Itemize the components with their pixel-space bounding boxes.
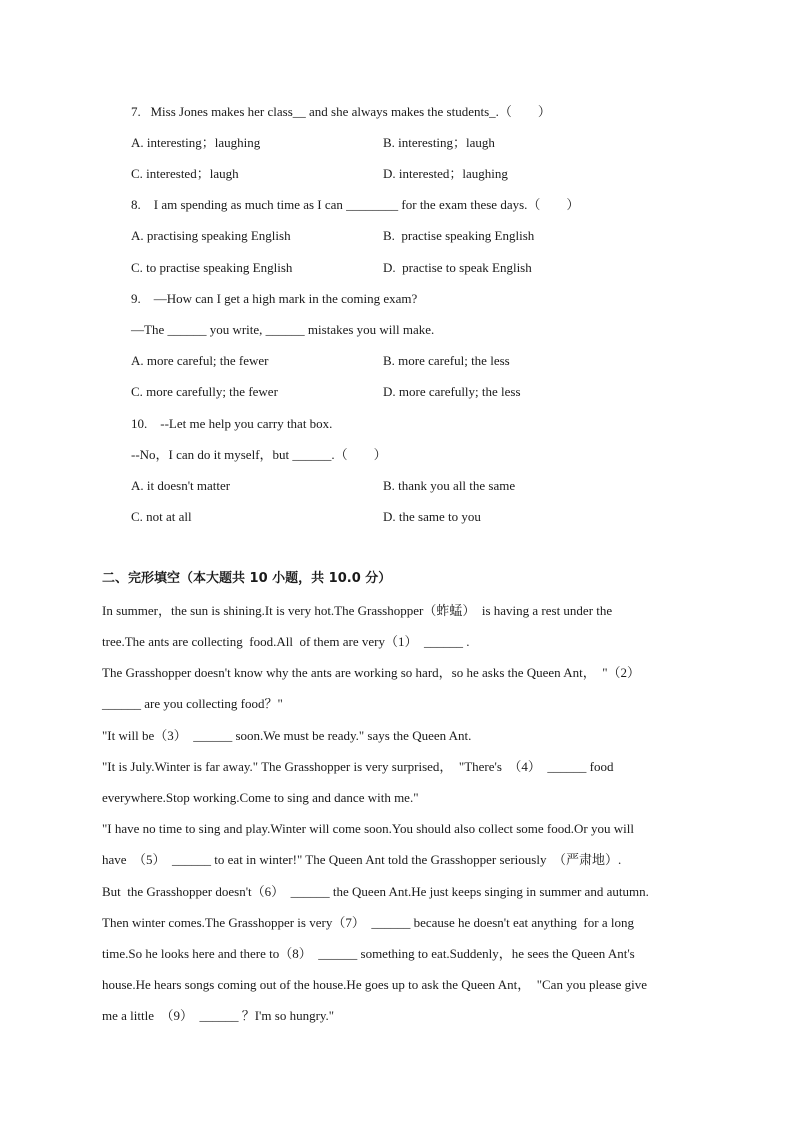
question-8-stem: 8. I am spending as much time as I can ________ for the exam these days.（ ）: [131, 197, 580, 212]
cloze-line-8: "I have no time to sing and play.Winter will come soon.You should also collect some food.Or you will: [102, 821, 634, 836]
question-10-stem-line2: --No，I can do it myself，but ______.（ ）: [131, 447, 387, 462]
q9-option-b: B. more careful; the less: [383, 353, 510, 368]
q7-option-b: B. interesting；laugh: [383, 135, 495, 150]
cloze-line-5: "It will be（3） ______ soon.We must be ready." says the Queen Ant.: [102, 728, 472, 743]
q10-option-a: A. it doesn't matter: [131, 478, 231, 493]
cloze-line-2: tree.The ants are collecting food.All of them are very（1） ______ .: [102, 634, 470, 649]
question-9-stem: 9. —How can I get a high mark in the coming exam?: [131, 291, 418, 306]
cloze-line-13: house.He hears songs coming out of the house.He goes up to ask the Queen Ant， "Can you please give: [102, 977, 648, 992]
q10-option-b: B. thank you all the same: [383, 478, 516, 493]
cloze-line-11: Then winter comes.The Grasshopper is very（7） ______ because he doesn't eat anything for a long: [102, 915, 634, 930]
q10-option-d: D. the same to you: [383, 509, 481, 524]
cloze-line-14: me a little （9） ______ ？I'm so hungry.": [102, 1008, 335, 1023]
section-2-heading: 二、完形填空（本大题共 10 小题，共 10.0 分）: [102, 571, 392, 586]
cloze-line-9: have （5） ______ to eat in winter!" The Queen Ant told the Grasshopper seriously （严肃地）.: [102, 852, 622, 867]
question-7-stem: 7. Miss Jones makes her class__ and she always makes the students_.（ ）: [131, 104, 551, 119]
cloze-line-6: "It is July.Winter is far away." The Grasshopper is very surprised， "There's （4） ______ food: [102, 759, 614, 774]
cloze-line-3: The Grasshopper doesn't know why the ants are working so hard，so he asks the Queen Ant， "（2）: [102, 665, 641, 680]
cloze-line-4: ______ are you collecting food？": [102, 696, 283, 711]
q10-option-c: C. not at all: [131, 509, 192, 524]
q8-option-c: C. to practise speaking English: [131, 260, 293, 275]
q7-option-d: D. interested；laughing: [383, 166, 508, 181]
question-10-stem: 10. --Let me help you carry that box.: [131, 416, 333, 431]
cloze-line-12: time.So he looks here and there to（8） ______ something to eat.Suddenly，he sees the Queen Ant's: [102, 946, 635, 961]
q8-option-b: B. practise speaking English: [383, 228, 535, 243]
question-9-stem-line2: —The ______ you write, ______ mistakes you will make.: [131, 322, 435, 337]
q9-option-d: D. more carefully; the less: [383, 384, 521, 399]
q7-option-c: C. interested；laugh: [131, 166, 239, 181]
cloze-line-1: In summer，the sun is shining.It is very hot.The Grasshopper（蚱蜢） is having a rest under the: [102, 603, 613, 618]
q9-option-a: A. more careful; the fewer: [131, 353, 269, 368]
q8-option-d: D. practise to speak English: [383, 260, 532, 275]
q9-option-c: C. more carefully; the fewer: [131, 384, 278, 399]
cloze-line-10: But the Grasshopper doesn't（6） ______ the Queen Ant.He just keeps singing in summer and autumn.: [102, 884, 649, 899]
cloze-line-7: everywhere.Stop working.Come to sing and dance with me.": [102, 790, 419, 805]
q7-option-a: A. interesting；laughing: [131, 135, 261, 150]
q8-option-a: A. practising speaking English: [131, 228, 291, 243]
